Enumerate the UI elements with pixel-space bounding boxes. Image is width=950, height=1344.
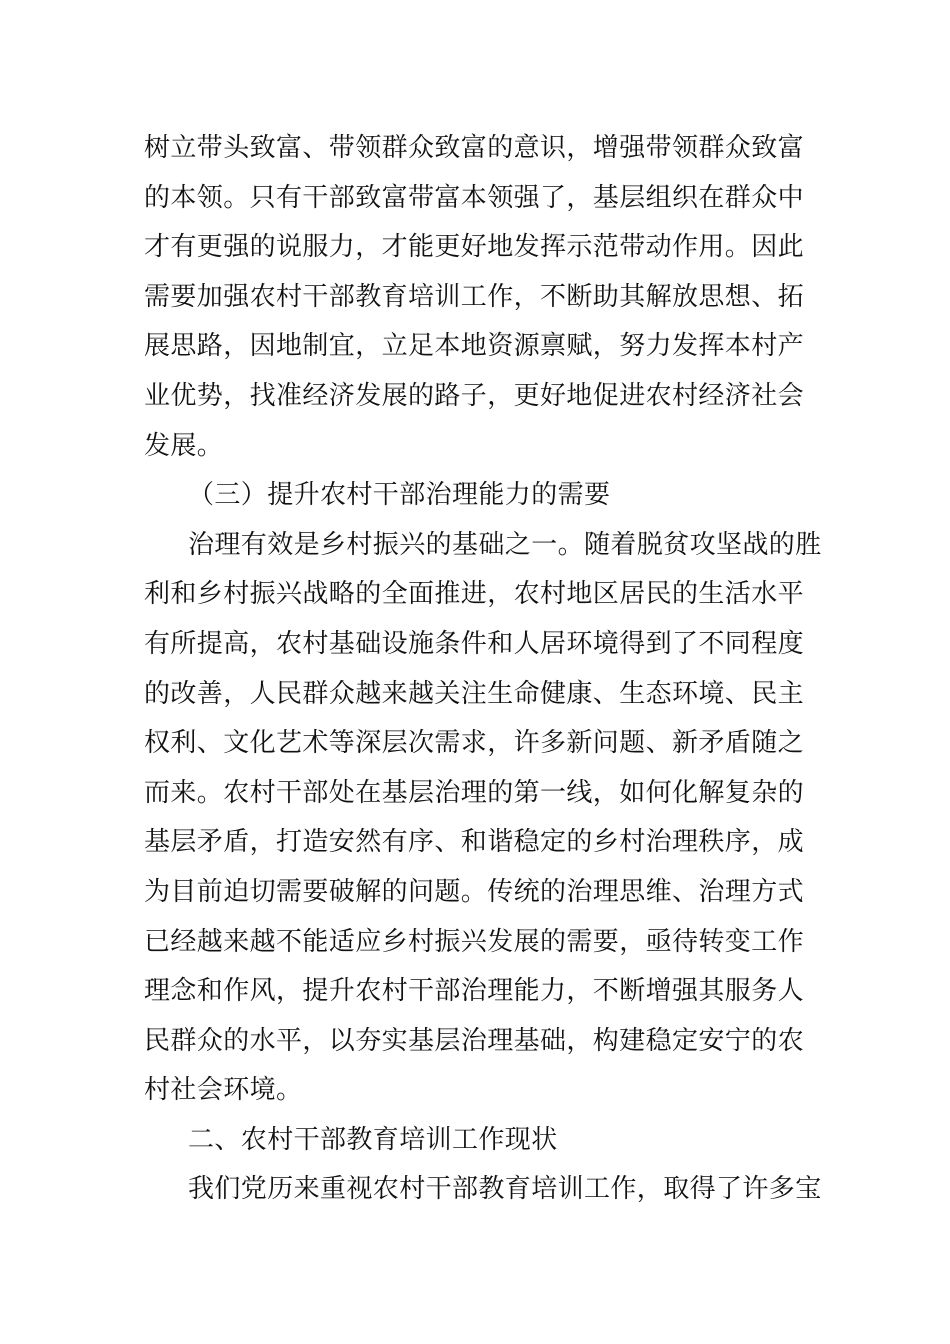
text-line: 有所提高，农村基础设施条件和人居环境得到了不同程度 [144,628,805,659]
text-line: 展思路，因地制宜，立足本地资源禀赋，努力发挥本村产 [144,331,805,362]
text-line: 理念和作风，提升农村干部治理能力，不断增强其服务人 [144,976,805,1007]
text-line: 村社会环境。 [144,1075,303,1106]
text-line: 为目前迫切需要破解的问题。传统的治理思维、治理方式 [144,876,805,907]
text-line: 而来。农村干部处在基层治理的第一线，如何化解复杂的 [144,777,805,808]
text-line: （三）提升农村干部治理能力的需要 [188,480,611,511]
text-line: 利和乡村振兴战略的全面推进，农村地区居民的生活水平 [144,579,805,610]
text-line: 才有更强的说服力，才能更好地发挥示范带动作用。因此 [144,232,805,263]
text-line: 我们党历来重视农村干部教育培训工作，取得了许多宝 [188,1174,822,1205]
text-line: 二、农村干部教育培训工作现状 [188,1124,558,1155]
text-line: 的改善，人民群众越来越关注生命健康、生态环境、民主 [144,678,805,709]
body-text [144,124,844,1215]
text-line: 基层矛盾，打造安然有序、和谐稳定的乡村治理秩序，成 [144,827,805,858]
text-line: 需要加强农村干部教育培训工作，不断助其解放思想、拓 [144,281,805,312]
text-line: 民群众的水平，以夯实基层治理基础，构建稳定安宁的农 [144,1025,805,1056]
text-line: 治理有效是乡村振兴的基础之一。随着脱贫攻坚战的胜 [188,529,822,560]
text-line: 已经越来越不能适应乡村振兴发展的需要，亟待转变工作 [144,926,805,957]
text-line: 业优势，找准经济发展的路子，更好地促进农村经济社会 [144,380,805,411]
text-line: 树立带头致富、带领群众致富的意识，增强带领群众致富 [144,133,805,163]
text-line: 的本领。只有干部致富带富本领强了，基层组织在群众中 [144,182,805,213]
text-line: 权利、文化艺术等深层次需求，许多新问题、新矛盾随之 [144,728,805,759]
text-line: 发展。 [144,430,224,461]
